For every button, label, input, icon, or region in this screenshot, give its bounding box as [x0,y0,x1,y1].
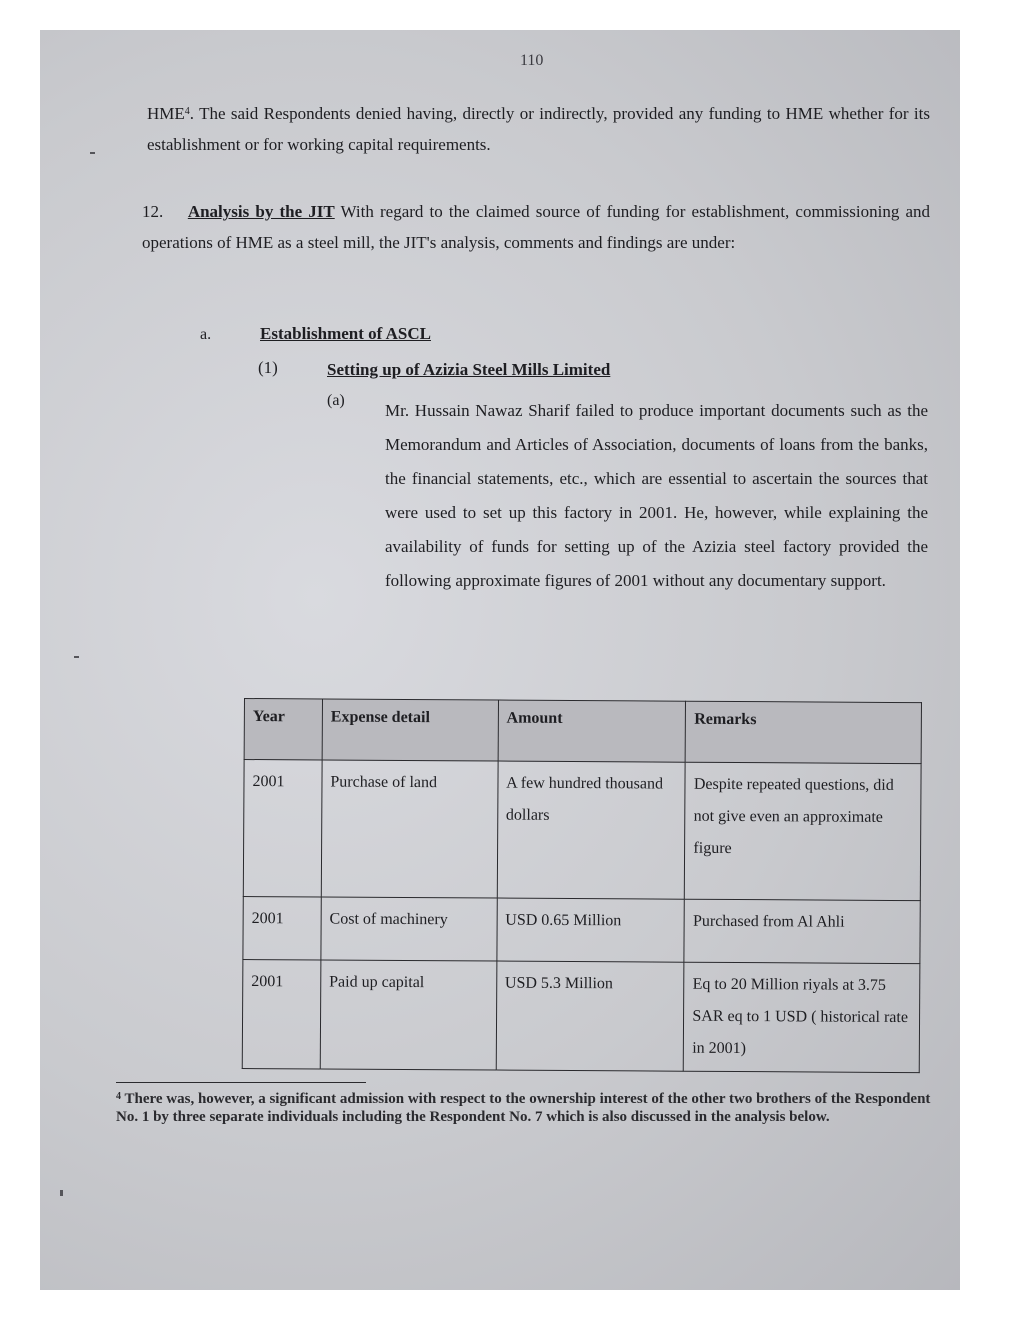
header-year: Year [244,699,322,760]
footnote-number: 4 [116,1091,121,1102]
expense-table [242,698,922,1073]
subsection-marker: (1) [258,358,278,377]
footnote-divider [116,1082,366,1083]
table-row [242,959,920,1072]
table-row [243,760,921,901]
cell-detail: Purchase of land [321,760,498,898]
scan-mark [60,1190,63,1196]
paragraph-start: HME [147,104,185,123]
cell-year: 2001 [243,760,322,897]
table-header-row [244,699,921,764]
paragraph-hme-funding [147,98,930,160]
paragraph-text: With regard to the claimed source of funding for establishment, commissioning and operations of HME as a steel mill, the JIT's analysis, comments and findings are under: [142,202,931,252]
section-marker: a. [200,326,212,343]
cell-detail: Cost of machinery [321,897,497,961]
cell-year: 2001 [242,959,321,1068]
paragraph-number: 12. [142,202,164,221]
section-title: Establishment of ASCL [260,324,431,343]
paragraph-12 [142,196,930,258]
item-marker: (a) [327,392,345,409]
cell-detail: Paid up capital [320,960,496,1070]
cell-amount: USD 0.65 Million [497,898,685,962]
paragraph-text: . The said Respondents denied having, directly or indirectly, provided any funding to HME whether for its establishment or for working capital requirements. [147,104,930,154]
subsection-title: Setting up of Azizia Steel Mills Limited [327,360,611,379]
item-paragraph: Mr. Hussain Nawaz Sharif failed to produce important documents such as the Memorandum and Articles of Association, documents of loans from the banks, the financial statements, etc., which are essential to ascertain the sources that were used to set up this factory in 2001. He, however, while explaining the availability of funds for setting up of the Azizia steel factory provided the following approximate figures of 2001 without any documentary support. [385,401,928,590]
cell-amount: USD 5.3 Million [496,961,684,1071]
header-expense-detail: Expense detail [322,699,498,761]
cell-amount: A few hundred thousand dollars [497,761,686,899]
cell-year: 2001 [243,896,321,959]
cell-remarks: Eq to 20 Million riyals at 3.75 SAR eq to 1 USD ( historical rate in 2001) [684,962,920,1072]
scan-mark [74,656,79,658]
page-number: 110 [520,52,544,69]
scan-mark [90,152,95,154]
footnote-text: There was, however, a significant admission with respect to the ownership interest of the other two brothers of the Respondent No. 1 by three separate individuals including the Respondent No. 7 which is also discussed in the analysis below. [116,1091,931,1125]
cell-remarks: Purchased from Al Ahli [684,899,920,963]
document-page [40,30,960,1290]
paragraph-heading: Analysis by the JIT [187,202,335,221]
cell-remarks: Despite repeated questions, did not give even an approximate figure [685,762,921,900]
footnote-reference[interactable]: 4 [184,106,190,117]
table-row [243,896,920,963]
header-remarks: Remarks [685,701,921,763]
footnote [116,1090,931,1126]
header-amount: Amount [498,700,686,762]
